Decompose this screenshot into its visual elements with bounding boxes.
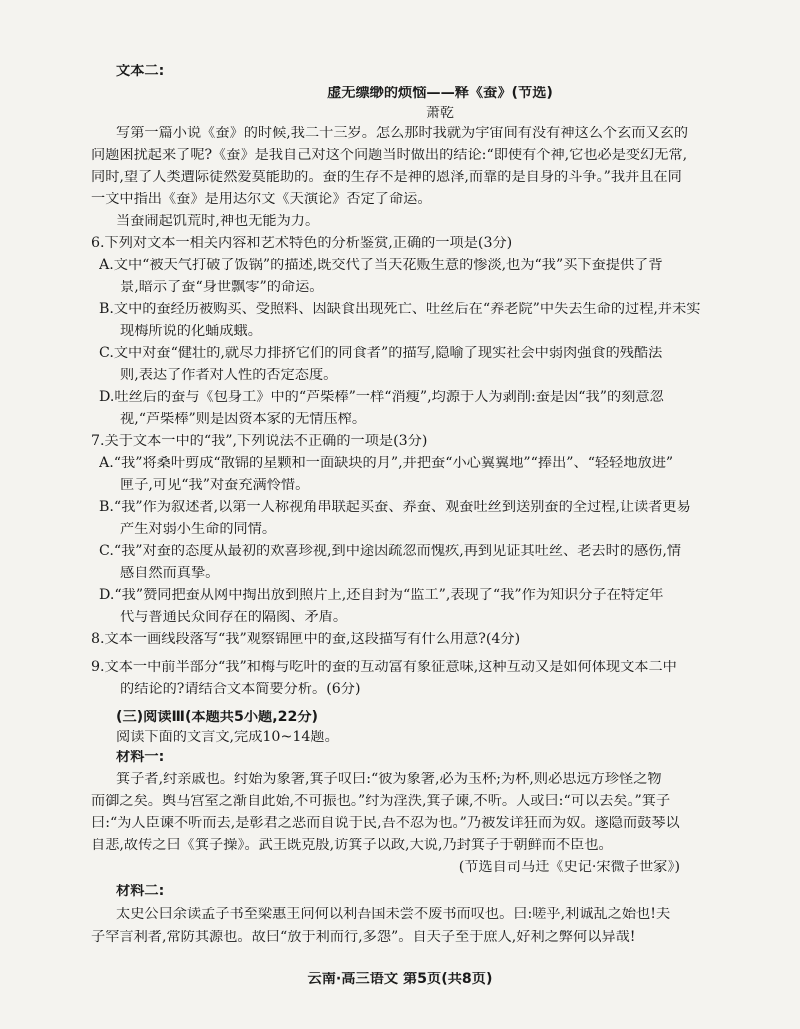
material-1-line: 曰:“为人臣谏不听而去,是彰君之恶而自说于民,吾不忍为也。”乃被发详狂而为奴。遂隐而鼓琴以 — [91, 816, 680, 831]
text2-paragraph-line: 当蚕闹起饥荒时,神也无能为力。 — [116, 214, 320, 229]
question-9-cont: 的结论的?请结合文本简要分析。(6分) — [120, 682, 361, 697]
text2-paragraph-line: 写第一篇小说《蚕》的时候,我二十三岁。怎么那时我就为宇宙间有没有神这么个玄而又玄的 — [116, 126, 689, 141]
material-2-label: 材料二: — [116, 884, 165, 899]
text2-author: 萧乾 — [426, 106, 454, 120]
material-2-plain-text: 曰:嗟乎,利诚乱之始也!夫 — [513, 907, 671, 922]
question-8: 8.文本一画线段落写“我”观察锦匣中的蚕,这段描写有什么用意?(4分) — [91, 632, 521, 647]
text2-heading: 文本二: — [116, 64, 165, 79]
text2-paragraph-line: 一文中指出《蚕》是用达尔文《天演论》否定了命运。 — [91, 192, 432, 207]
q7-option-c-cont: 感自然而真挚。 — [120, 566, 220, 581]
material-1-underlined-text: 武王既克殷,访箕子以政,大说,乃封箕子于朝鲜而不臣也。 — [258, 838, 613, 853]
page-footer: 云南·高三语文 第5页(共8页) — [307, 972, 493, 987]
q7-option-c: C.“我”对蚕的态度从最初的欢喜珍视,到中途因疏忽而愧疚,再到见证其吐丝、老去时的感伤,情 — [99, 544, 682, 559]
q6-option-c-cont: 则,表达了作者对人性的否定态度。 — [120, 368, 338, 383]
question-6-stem: 6.下列对文本一相关内容和艺术特色的分析鉴赏,正确的一项是(3分) — [91, 236, 513, 251]
q6-option-c: C.文中对蚕“健壮的,就尽力排挤它们的同食者”的描写,隐喻了现实社会中弱肉强食的残酷法 — [99, 346, 663, 361]
q6-option-d: D.吐丝后的蚕与《包身工》中的“芦柴棒”一样“消瘦”,均源于人为剥削:蚕是因“我”的刻意忽 — [99, 390, 664, 405]
material-1-label: 材料一: — [116, 750, 165, 765]
q6-option-b: B.文中的蚕经历被购买、受照料、因缺食出现死亡、吐丝后在“养老院”中失去生命的过程,并未实 — [99, 302, 701, 317]
question-7-stem: 7.关于文本一中的“我”,下列说法不正确的一项是(3分) — [91, 434, 428, 449]
material-2-line-1 — [116, 907, 670, 921]
material-1-line: 而御之矣。舆马宫室之渐自此始,不可振也。”纣为淫泆,箕子谏,不听。人或曰:“可以去矣。”箕子 — [91, 794, 671, 809]
text2-title: 虚无缥缈的烦恼——释《蚕》(节选) — [327, 86, 553, 101]
q6-option-d-cont: 视,“芦柴棒”则是因资本家的无情压榨。 — [120, 412, 367, 427]
q7-option-d: D.“我”赞同把蚕从网中掏出放到照片上,还自封为“监工”,表现了“我”作为知识分子在特定年 — [99, 588, 664, 603]
material-1-line-last — [91, 838, 613, 852]
q7-option-a: A.“我”将桑叶剪成“散锦的星颗和一面缺块的月”,并把蚕“小心翼翼地”“捧出”、“轻轻地放进” — [99, 456, 674, 471]
text2-paragraph-line: 问题困扰起来了呢?《蚕》是我自己对这个问题当时做出的结论:“即使有个神,它也必是变幻无常, — [91, 148, 688, 163]
section-3-heading: (三)阅读Ⅲ(本题共5小题,22分) — [116, 710, 319, 725]
q6-option-a: A.文中“被天气打破了饭锅”的描述,既交代了当天花贩生意的惨淡,也为“我”买下蚕提供了背 — [99, 258, 663, 273]
q6-option-b-cont: 现梅所说的化蛹成蛾。 — [120, 324, 262, 339]
q7-option-b-cont: 产生对弱小生命的同情。 — [120, 522, 277, 537]
q7-option-a-cont: 匣子,可见“我”对蚕充满怜惜。 — [120, 478, 310, 493]
section-3-instruction: 阅读下面的文言文,完成10~14题。 — [116, 730, 339, 745]
q7-option-d-cont: 代与普通民众间存在的隔阂、矛盾。 — [120, 610, 348, 625]
q7-option-b: B.“我”作为叙述者,以第一人称视角串联起买蚕、养蚕、观蚕吐丝到送别蚕的全过程,让读者更易 — [99, 500, 691, 515]
text2-paragraph-line: 同时,望了人类遭际徒然爱莫能助的。蚕的生存不是神的恩泽,而靠的是自身的斗争。”我并且在同 — [91, 170, 682, 185]
q6-option-a-cont: 景,暗示了蚕“身世飘零”的命运。 — [120, 280, 324, 295]
question-9: 9.文本一中前半部分“我”和梅与吃叶的蚕的互动富有象征意味,这种互动又是如何体现文本二中 — [91, 660, 677, 675]
material-2-underlined-text: 太史公曰余读孟子书至梁惠王问何以利吾国未尝不废书而叹也。 — [116, 907, 514, 922]
material-1-plain-text: 自悲,故传之曰《箕子操》。 — [91, 838, 259, 853]
material-2-line-2: 子罕言利者,常防其源也。故曰“放于利而行,多怨”。自天子至于庶人,好利之弊何以异哉! — [91, 930, 636, 945]
material-1-line: 箕子者,纣亲戚也。纣始为象箸,箕子叹曰:“彼为象箸,必为玉杯;为杯,则必思远方珍怪之物 — [116, 772, 662, 787]
material-1-source: (节选自司马迁《史记·宋微子世家》) — [458, 860, 680, 875]
